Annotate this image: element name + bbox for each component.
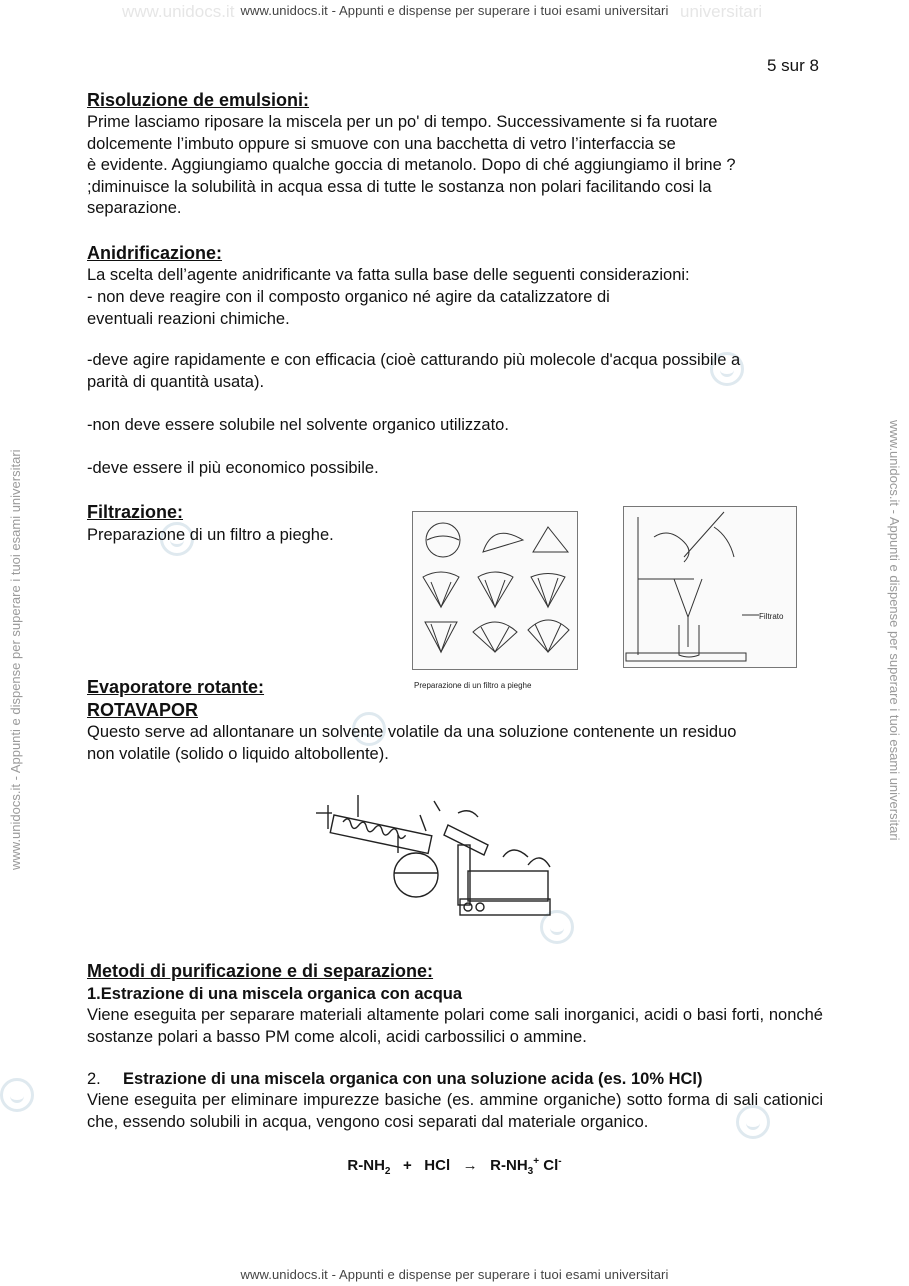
heading-evaporatore: Evaporatore rotante:: [87, 677, 265, 697]
text-line: ;diminuisce la solubilità in acqua essa di tutte le sostanza non polari facilitando cosi la: [87, 177, 712, 196]
text-line: - non deve reagire con il composto organico né agire da catalizzatore di: [87, 288, 610, 306]
metodi-item1-title: 1.Estrazione di una miscela organica con acqua: [87, 985, 463, 1003]
reactant-amine: $R-NH_2$: [347, 1157, 391, 1177]
metodi-item2-title: Estrazione di una miscela organica con una soluzione acida (es. 10% HCl): [123, 1070, 703, 1088]
reactant-hcl: HCl: [424, 1157, 451, 1174]
rotavapor-illustration: [308, 795, 558, 925]
text-line: Questo serve ad allontanare un solvente volatile da una soluzione contenente un residuo: [87, 723, 737, 741]
figure-caption: Preparazione di un filtro a pieghe: [414, 681, 532, 690]
chemical-equation: [0, 1156, 909, 1177]
folded-filter-illustration: [413, 512, 577, 669]
watermark-left: www.unidocs.it - Appunti e dispense per superare i tuoi esami universitari: [8, 449, 23, 870]
text-line: -deve agire rapidamente e con efficacia (cioè catturando più molecole d'acqua possibile a: [87, 351, 741, 369]
text-line: separazione.: [87, 199, 182, 217]
text-line: è evidente. Aggiungiamo qualche goccia di metanolo. Dopo di ché aggiungiamo il brine ?: [87, 156, 736, 174]
figure-folded-filter: [412, 511, 578, 670]
paragraph-filtrazione: Preparazione di un filtro a pieghe.: [87, 526, 334, 544]
watermark-right: www.unidocs.it - Appunti e dispense per superare i tuoi esami universitari: [887, 420, 902, 841]
arrow-icon: →: [462, 1157, 478, 1174]
list-item-anidrificazione-1: [87, 287, 823, 330]
heading-emulsioni: Risoluzione de emulsioni:: [87, 90, 310, 110]
watermark-bottom[interactable]: www.unidocs.it - Appunti e dispense per superare i tuoi esami universitari: [240, 1267, 669, 1282]
product-chloride: Cl-: [543, 1156, 562, 1174]
text-line: non volatile (solido o liquido altobollente).: [87, 744, 389, 763]
paragraph-anidrificazione-intro: La scelta dell’agente anidrificante va fatta sulla base delle seguenti considerazioni:: [87, 266, 690, 284]
figure-filtration-setup: [623, 506, 797, 668]
list-item-anidrificazione-2: [87, 350, 823, 393]
heading-rotavapor: ROTAVAPOR: [87, 700, 198, 720]
list-item-anidrificazione-3: -non deve essere solubile nel solvente organico utilizzato.: [87, 416, 509, 434]
metodi-item2-text: Viene eseguita per eliminare impurezze basiche (es. ammine organiche) sotto forma di sali cationici che, essendo solubili in acqua, vengono cosi separati dal materiale organico.: [87, 1091, 823, 1131]
ghost-watermark-left: www.unidocs.it: [122, 2, 235, 21]
filtration-setup-illustration: [624, 507, 796, 667]
page-number: 5 sur 8: [767, 56, 819, 75]
paragraph-emulsioni: [87, 112, 823, 220]
list-item-anidrificazione-4: -deve essere il più economico possibile.: [87, 459, 379, 477]
plus-sign: +: [403, 1157, 412, 1174]
metodi-item1-text: Viene eseguita per separare materiali altamente polari come sali inorganici, acidi o basi forti, nonché sostanze polari a basso PM come alcoli, acidi carbossilici o ammine.: [87, 1006, 823, 1046]
watermark-top[interactable]: www.unidocs.it - Appunti e dispense per superare i tuoi esami universitari: [240, 3, 669, 18]
metodi-item2-number: 2.: [87, 1070, 101, 1088]
ghost-watermark-right: universitari: [680, 2, 763, 21]
filtrate-label: Filtrato: [759, 612, 784, 621]
text-line: parità di quantità usata).: [87, 372, 265, 391]
heading-anidrificazione: Anidrificazione:: [87, 243, 223, 263]
text-line: dolcemente l’imbuto oppure si smuove con una bacchetta di vetro l’interfaccia se: [87, 134, 676, 153]
text-line: eventuali reazioni chimiche.: [87, 309, 290, 328]
text-line: Prime lasciamo riposare la miscela per un po' di tempo. Successivamente si fa ruotare: [87, 113, 718, 131]
heading-metodi: Metodi di purificazione e di separazione:: [87, 961, 434, 981]
paragraph-evaporatore: [87, 722, 823, 765]
heading-filtrazione: Filtrazione:: [87, 502, 184, 522]
unidocs-logo-icon: [0, 1078, 34, 1112]
product-ammonium: $R-NH_3^+$: [490, 1156, 540, 1177]
